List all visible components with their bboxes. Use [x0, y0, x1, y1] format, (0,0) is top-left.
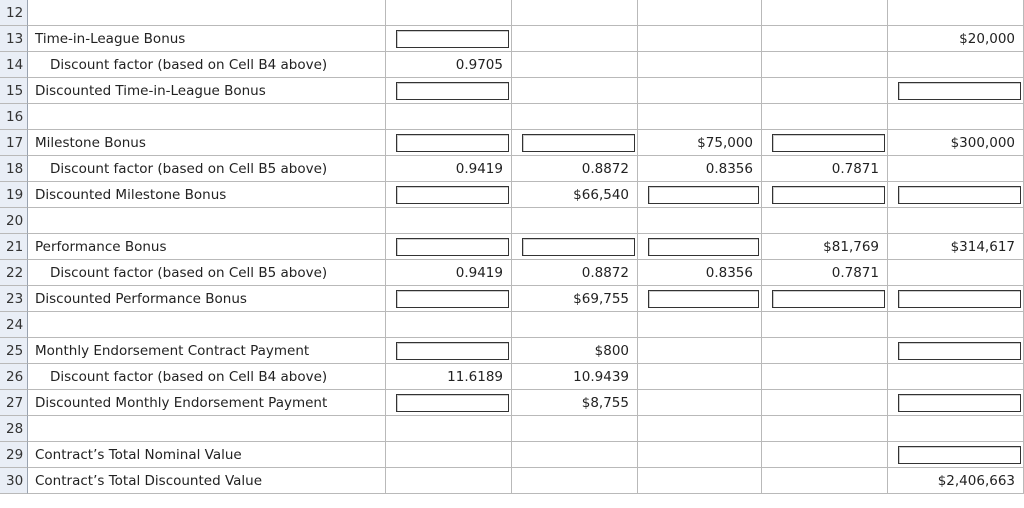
cell-b20 [386, 208, 512, 234]
cell-e23 [762, 286, 888, 312]
cell-f28 [888, 416, 1024, 442]
answer-input-f23[interactable] [898, 290, 1021, 308]
row-label: Discounted Monthly Endorsement Payment [28, 390, 386, 416]
answer-input-b17[interactable] [396, 134, 509, 152]
cell-d22: 0.8356 [638, 260, 762, 286]
answer-input-d21[interactable] [648, 238, 759, 256]
answer-input-b21[interactable] [396, 238, 509, 256]
cell-c28 [512, 416, 638, 442]
cell-e13 [762, 26, 888, 52]
row-number: 22 [0, 260, 28, 286]
cell-b25 [386, 338, 512, 364]
cell-f12 [888, 0, 1024, 26]
cell-c14 [512, 52, 638, 78]
cell-f15 [888, 78, 1024, 104]
cell-b21 [386, 234, 512, 260]
cell-c18: 0.8872 [512, 156, 638, 182]
table-row [0, 156, 1024, 182]
row-number: 24 [0, 312, 28, 338]
cell-f29 [888, 442, 1024, 468]
cell-f27 [888, 390, 1024, 416]
cell-d26 [638, 364, 762, 390]
row-number: 17 [0, 130, 28, 156]
answer-input-e19[interactable] [772, 186, 885, 204]
answer-input-b15[interactable] [396, 82, 509, 100]
cell-d25 [638, 338, 762, 364]
cell-d27 [638, 390, 762, 416]
cell-c12 [512, 0, 638, 26]
cell-d16 [638, 104, 762, 130]
row-label: Time-in-League Bonus [28, 26, 386, 52]
cell-f20 [888, 208, 1024, 234]
cell-c16 [512, 104, 638, 130]
cell-c22: 0.8872 [512, 260, 638, 286]
cell-e25 [762, 338, 888, 364]
cell-c20 [512, 208, 638, 234]
cell-b13 [386, 26, 512, 52]
cell-e19 [762, 182, 888, 208]
cell-e15 [762, 78, 888, 104]
row-label: Discount factor (based on Cell B5 above) [28, 156, 386, 182]
cell-f17: $300,000 [888, 130, 1024, 156]
cell-b14: 0.9705 [386, 52, 512, 78]
cell-d30 [638, 468, 762, 494]
cell-c15 [512, 78, 638, 104]
cell-c26: 10.9439 [512, 364, 638, 390]
row-label: Performance Bonus [28, 234, 386, 260]
answer-input-d23[interactable] [648, 290, 759, 308]
row-label: Monthly Endorsement Contract Payment [28, 338, 386, 364]
row-label [28, 0, 386, 26]
cell-e16 [762, 104, 888, 130]
cell-d28 [638, 416, 762, 442]
row-number: 13 [0, 26, 28, 52]
table-row [0, 26, 1024, 52]
cell-e14 [762, 52, 888, 78]
row-number: 14 [0, 52, 28, 78]
row-number: 12 [0, 0, 28, 26]
row-label: Contract’s Total Discounted Value [28, 468, 386, 494]
table-row [0, 312, 1024, 338]
row-label [28, 312, 386, 338]
cell-d21 [638, 234, 762, 260]
table-row [0, 0, 1024, 26]
row-label: Milestone Bonus [28, 130, 386, 156]
row-label: Contract’s Total Nominal Value [28, 442, 386, 468]
table-row [0, 338, 1024, 364]
cell-e22: 0.7871 [762, 260, 888, 286]
row-label: Discount factor (based on Cell B4 above) [28, 364, 386, 390]
cell-d14 [638, 52, 762, 78]
cell-c17 [512, 130, 638, 156]
cell-e28 [762, 416, 888, 442]
cell-b30 [386, 468, 512, 494]
answer-input-c17[interactable] [522, 134, 635, 152]
cell-c23: $69,755 [512, 286, 638, 312]
cell-c24 [512, 312, 638, 338]
table-row [0, 208, 1024, 234]
row-number: 25 [0, 338, 28, 364]
cell-e17 [762, 130, 888, 156]
row-label [28, 104, 386, 130]
cell-b24 [386, 312, 512, 338]
row-label: Discount factor (based on Cell B4 above) [28, 52, 386, 78]
cell-d15 [638, 78, 762, 104]
cell-f18 [888, 156, 1024, 182]
answer-input-d19[interactable] [648, 186, 759, 204]
row-number: 23 [0, 286, 28, 312]
table-row [0, 390, 1024, 416]
cell-d29 [638, 442, 762, 468]
cell-d20 [638, 208, 762, 234]
row-number: 15 [0, 78, 28, 104]
table-row [0, 364, 1024, 390]
cell-b12 [386, 0, 512, 26]
cell-f14 [888, 52, 1024, 78]
cell-c25: $800 [512, 338, 638, 364]
cell-f26 [888, 364, 1024, 390]
row-label: Discounted Milestone Bonus [28, 182, 386, 208]
cell-d17: $75,000 [638, 130, 762, 156]
row-number: 30 [0, 468, 28, 494]
cell-f22 [888, 260, 1024, 286]
table-row [0, 416, 1024, 442]
cell-f24 [888, 312, 1024, 338]
answer-input-f15[interactable] [898, 82, 1021, 100]
table-row [0, 234, 1024, 260]
answer-input-f29[interactable] [898, 446, 1021, 464]
row-number: 29 [0, 442, 28, 468]
cell-b27 [386, 390, 512, 416]
cell-c13 [512, 26, 638, 52]
answer-input-e23[interactable] [772, 290, 885, 308]
row-number: 16 [0, 104, 28, 130]
cell-e24 [762, 312, 888, 338]
answer-input-b13[interactable] [396, 30, 509, 48]
answer-input-f19[interactable] [898, 186, 1021, 204]
table-row [0, 286, 1024, 312]
answer-input-f25[interactable] [898, 342, 1021, 360]
table-row [0, 78, 1024, 104]
cell-b29 [386, 442, 512, 468]
row-label: Discount factor (based on Cell B5 above) [28, 260, 386, 286]
cell-d23 [638, 286, 762, 312]
cell-b28 [386, 416, 512, 442]
cell-b18: 0.9419 [386, 156, 512, 182]
cell-f30: $2,406,663 [888, 468, 1024, 494]
cell-b26: 11.6189 [386, 364, 512, 390]
table-row [0, 52, 1024, 78]
row-number: 28 [0, 416, 28, 442]
answer-input-b19[interactable] [396, 186, 509, 204]
cell-e18: 0.7871 [762, 156, 888, 182]
cell-b16 [386, 104, 512, 130]
cell-e12 [762, 0, 888, 26]
answer-input-b27[interactable] [396, 394, 509, 412]
cell-f21: $314,617 [888, 234, 1024, 260]
table-row [0, 130, 1024, 156]
cell-f25 [888, 338, 1024, 364]
row-label: Discounted Performance Bonus [28, 286, 386, 312]
table-row [0, 104, 1024, 130]
cell-b19 [386, 182, 512, 208]
cell-c21 [512, 234, 638, 260]
row-number: 27 [0, 390, 28, 416]
cell-c27: $8,755 [512, 390, 638, 416]
row-label: Discounted Time-in-League Bonus [28, 78, 386, 104]
cell-e20 [762, 208, 888, 234]
row-number: 21 [0, 234, 28, 260]
table-row [0, 442, 1024, 468]
answer-input-b23[interactable] [396, 290, 509, 308]
cell-c19: $66,540 [512, 182, 638, 208]
cell-e27 [762, 390, 888, 416]
table-row [0, 468, 1024, 494]
cell-f16 [888, 104, 1024, 130]
cell-e26 [762, 364, 888, 390]
cell-c30 [512, 468, 638, 494]
cell-f23 [888, 286, 1024, 312]
cell-d19 [638, 182, 762, 208]
row-number: 18 [0, 156, 28, 182]
cell-d24 [638, 312, 762, 338]
cell-f13: $20,000 [888, 26, 1024, 52]
table-row [0, 182, 1024, 208]
row-number: 19 [0, 182, 28, 208]
cell-c29 [512, 442, 638, 468]
cell-e21: $81,769 [762, 234, 888, 260]
cell-d18: 0.8356 [638, 156, 762, 182]
answer-input-c21[interactable] [522, 238, 635, 256]
cell-f19 [888, 182, 1024, 208]
cell-e29 [762, 442, 888, 468]
row-label [28, 416, 386, 442]
cell-b15 [386, 78, 512, 104]
answer-input-e17[interactable] [772, 134, 885, 152]
row-number: 20 [0, 208, 28, 234]
table-row [0, 260, 1024, 286]
cell-d12 [638, 0, 762, 26]
cell-b22: 0.9419 [386, 260, 512, 286]
answer-input-f27[interactable] [898, 394, 1021, 412]
cell-b17 [386, 130, 512, 156]
answer-input-b25[interactable] [396, 342, 509, 360]
cell-e30 [762, 468, 888, 494]
row-label [28, 208, 386, 234]
cell-b23 [386, 286, 512, 312]
row-number: 26 [0, 364, 28, 390]
cell-d13 [638, 26, 762, 52]
